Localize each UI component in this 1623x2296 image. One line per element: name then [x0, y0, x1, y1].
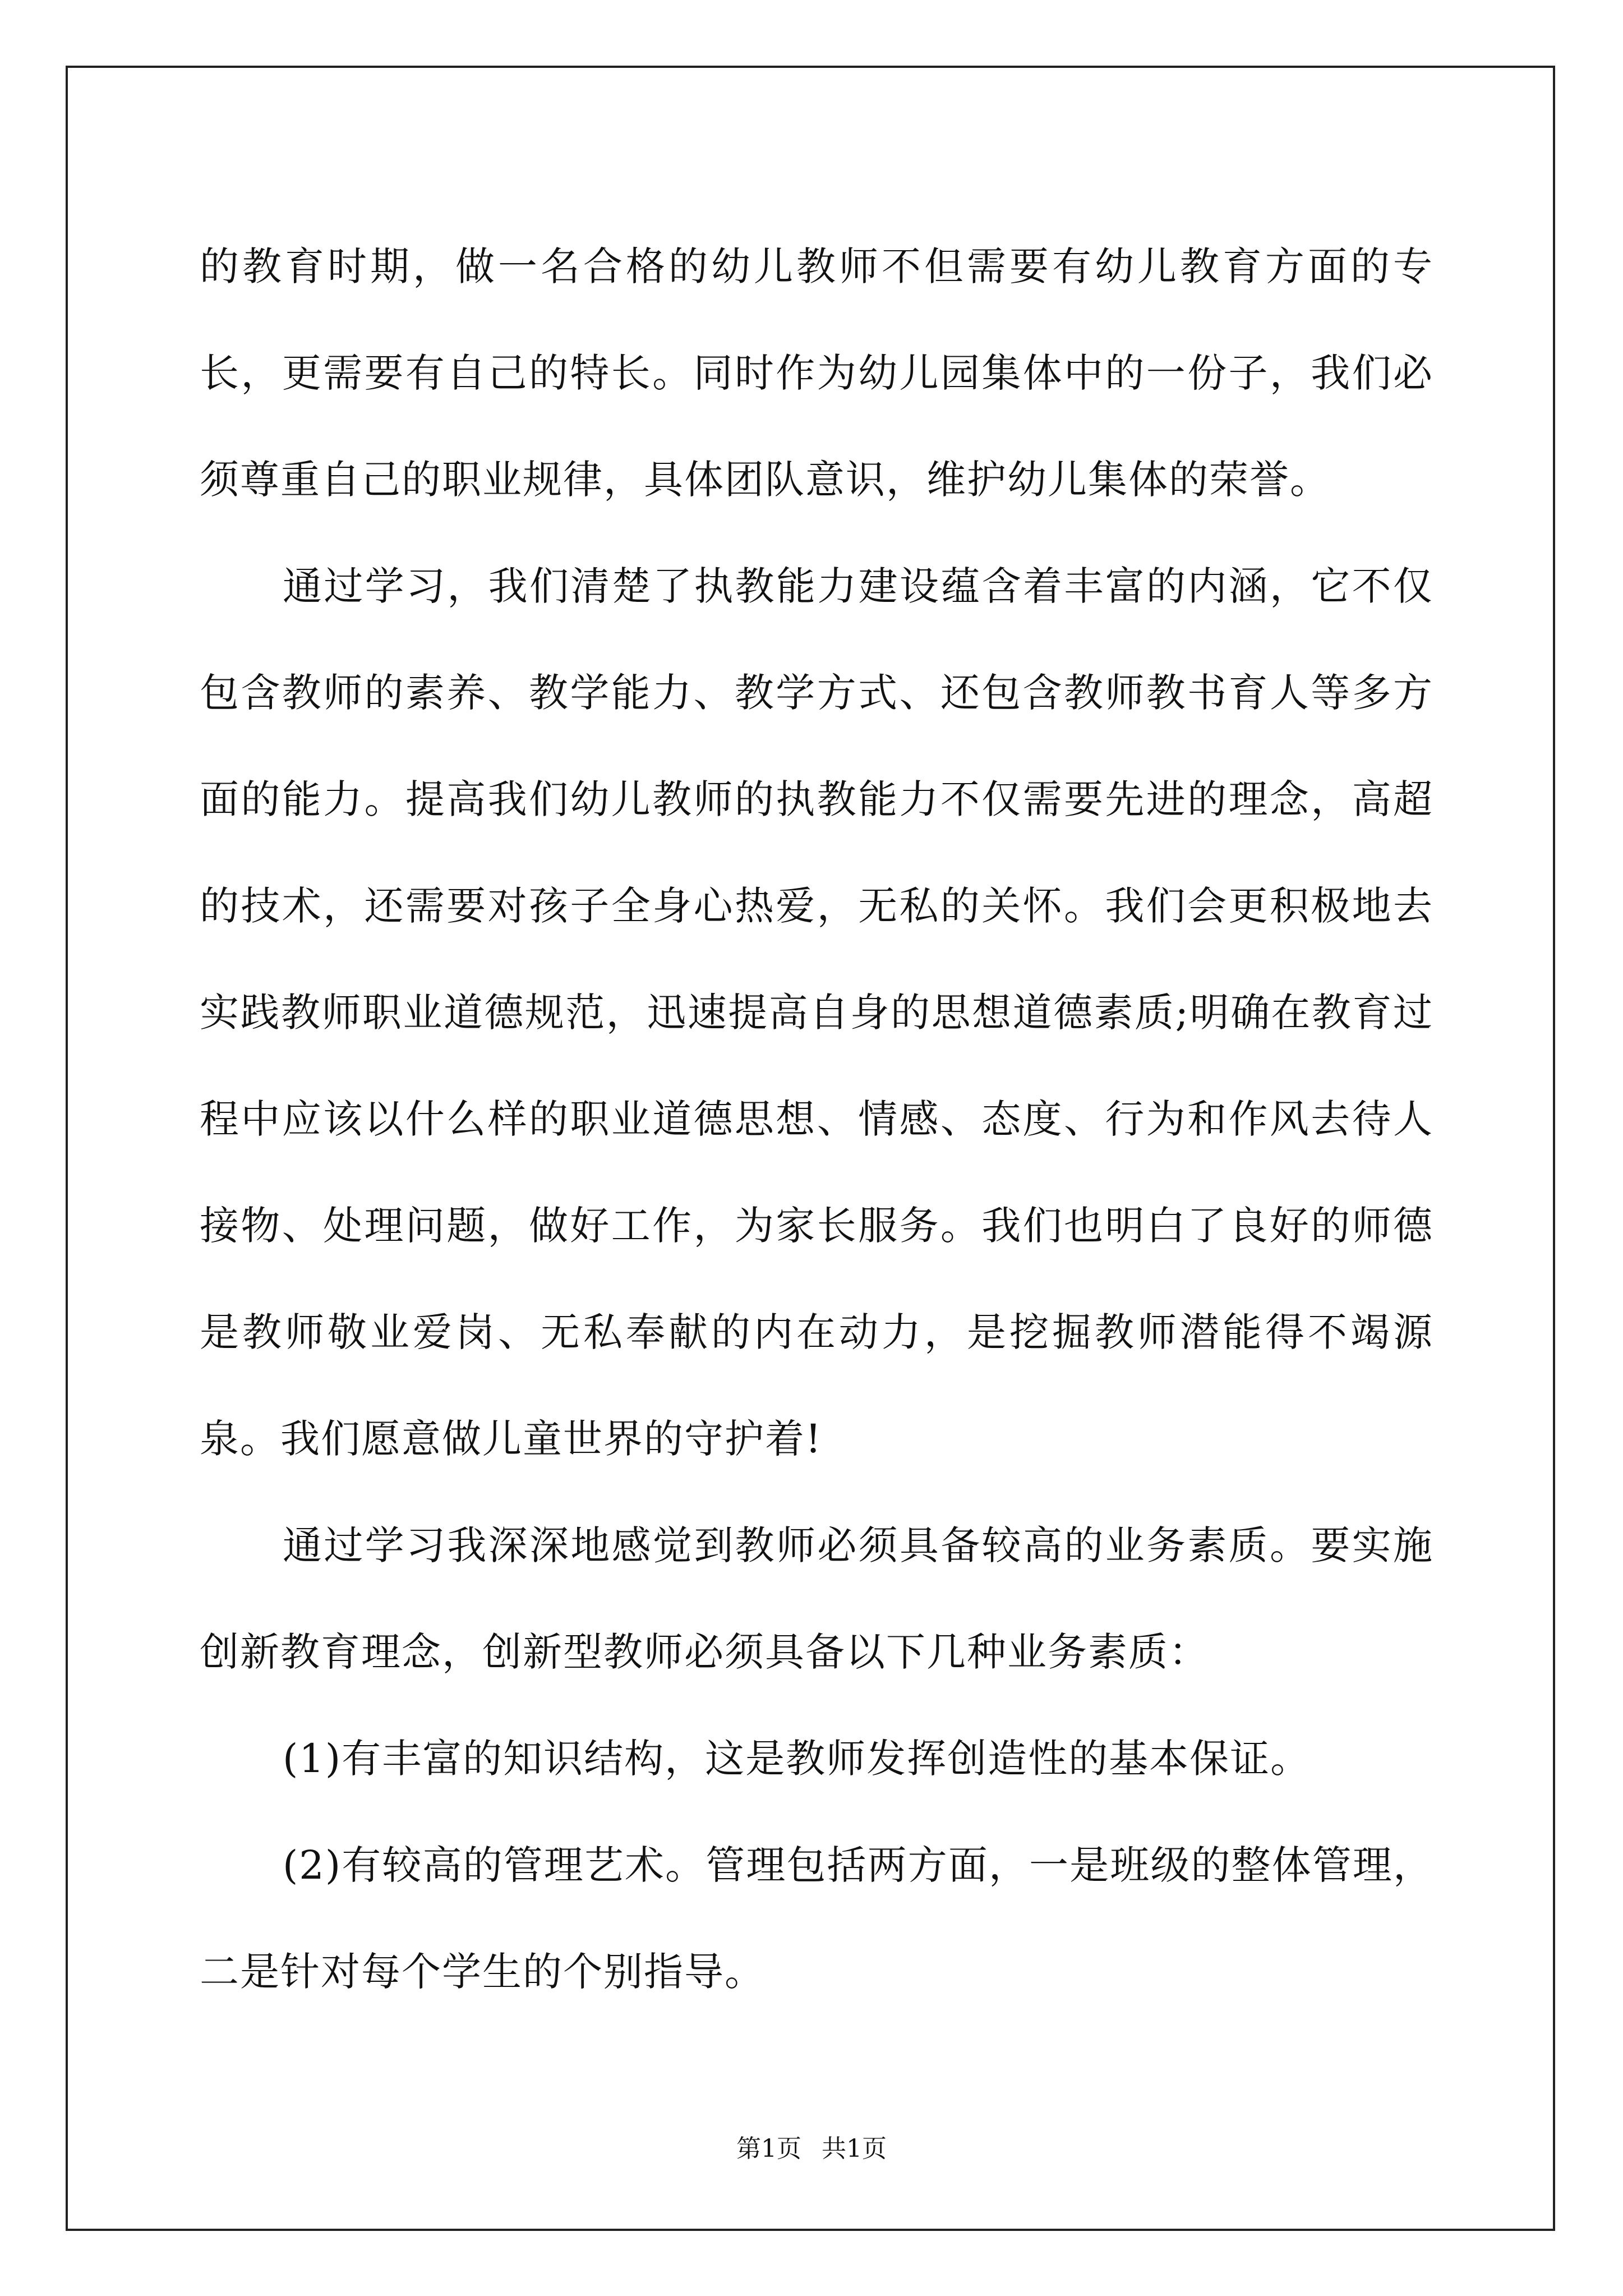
- paragraph-4: (1)有丰富的知识结构，这是教师发挥创造性的基本保证。: [283, 1736, 1311, 1782]
- paragraph-2: 通过学习，我们清楚了执教能力建设蕴含着丰富的内涵，它不仅包含教师的素养、教学能力、教学方式、还包含教师教书育人等多方面的能力。提高我们幼儿教师的执教能力不仅需要先进的理念，高超的技术，还需要对孩子全身心热爱，无私的关怀。我们会更积极地去实践教师职业道德规范，迅速提高自身的思想道德素质;明确在教育过程中应该以什么样的职业道德思想、情感、态度、行为和作风去待人接物、处理问题，做好工作，为家长服务。我们也明白了良好的师德是教师敬业爱岗、无私奉献的内在动力，是挖掘教师潜能得不竭源泉。我们愿意做儿童世界的守护着!: [200, 563, 1433, 1462]
- paragraph-5: (2)有较高的管理艺术。管理包括两方面，一是班级的整体管理，二是针对每个学生的个别指导。: [200, 1842, 1433, 1995]
- page-total: 共1页: [822, 2134, 887, 2163]
- document-body: [200, 213, 1433, 2025]
- page-footer: [0, 2128, 1623, 2164]
- paragraph-1: 的教育时期，做一名合格的幼儿教师不但需要有幼儿教育方面的专长，更需要有自己的特长。同时作为幼儿园集体中的一份子，我们必须尊重自己的职业规律，具体团队意识，维护幼儿集体的荣誉。: [200, 243, 1433, 503]
- page-number: 第1页: [736, 2134, 801, 2163]
- paragraph-3: 通过学习我深深地感觉到教师必须具备较高的业务素质。要实施创新教育理念，创新型教师必须具备以下几种业务素质：: [200, 1522, 1433, 1675]
